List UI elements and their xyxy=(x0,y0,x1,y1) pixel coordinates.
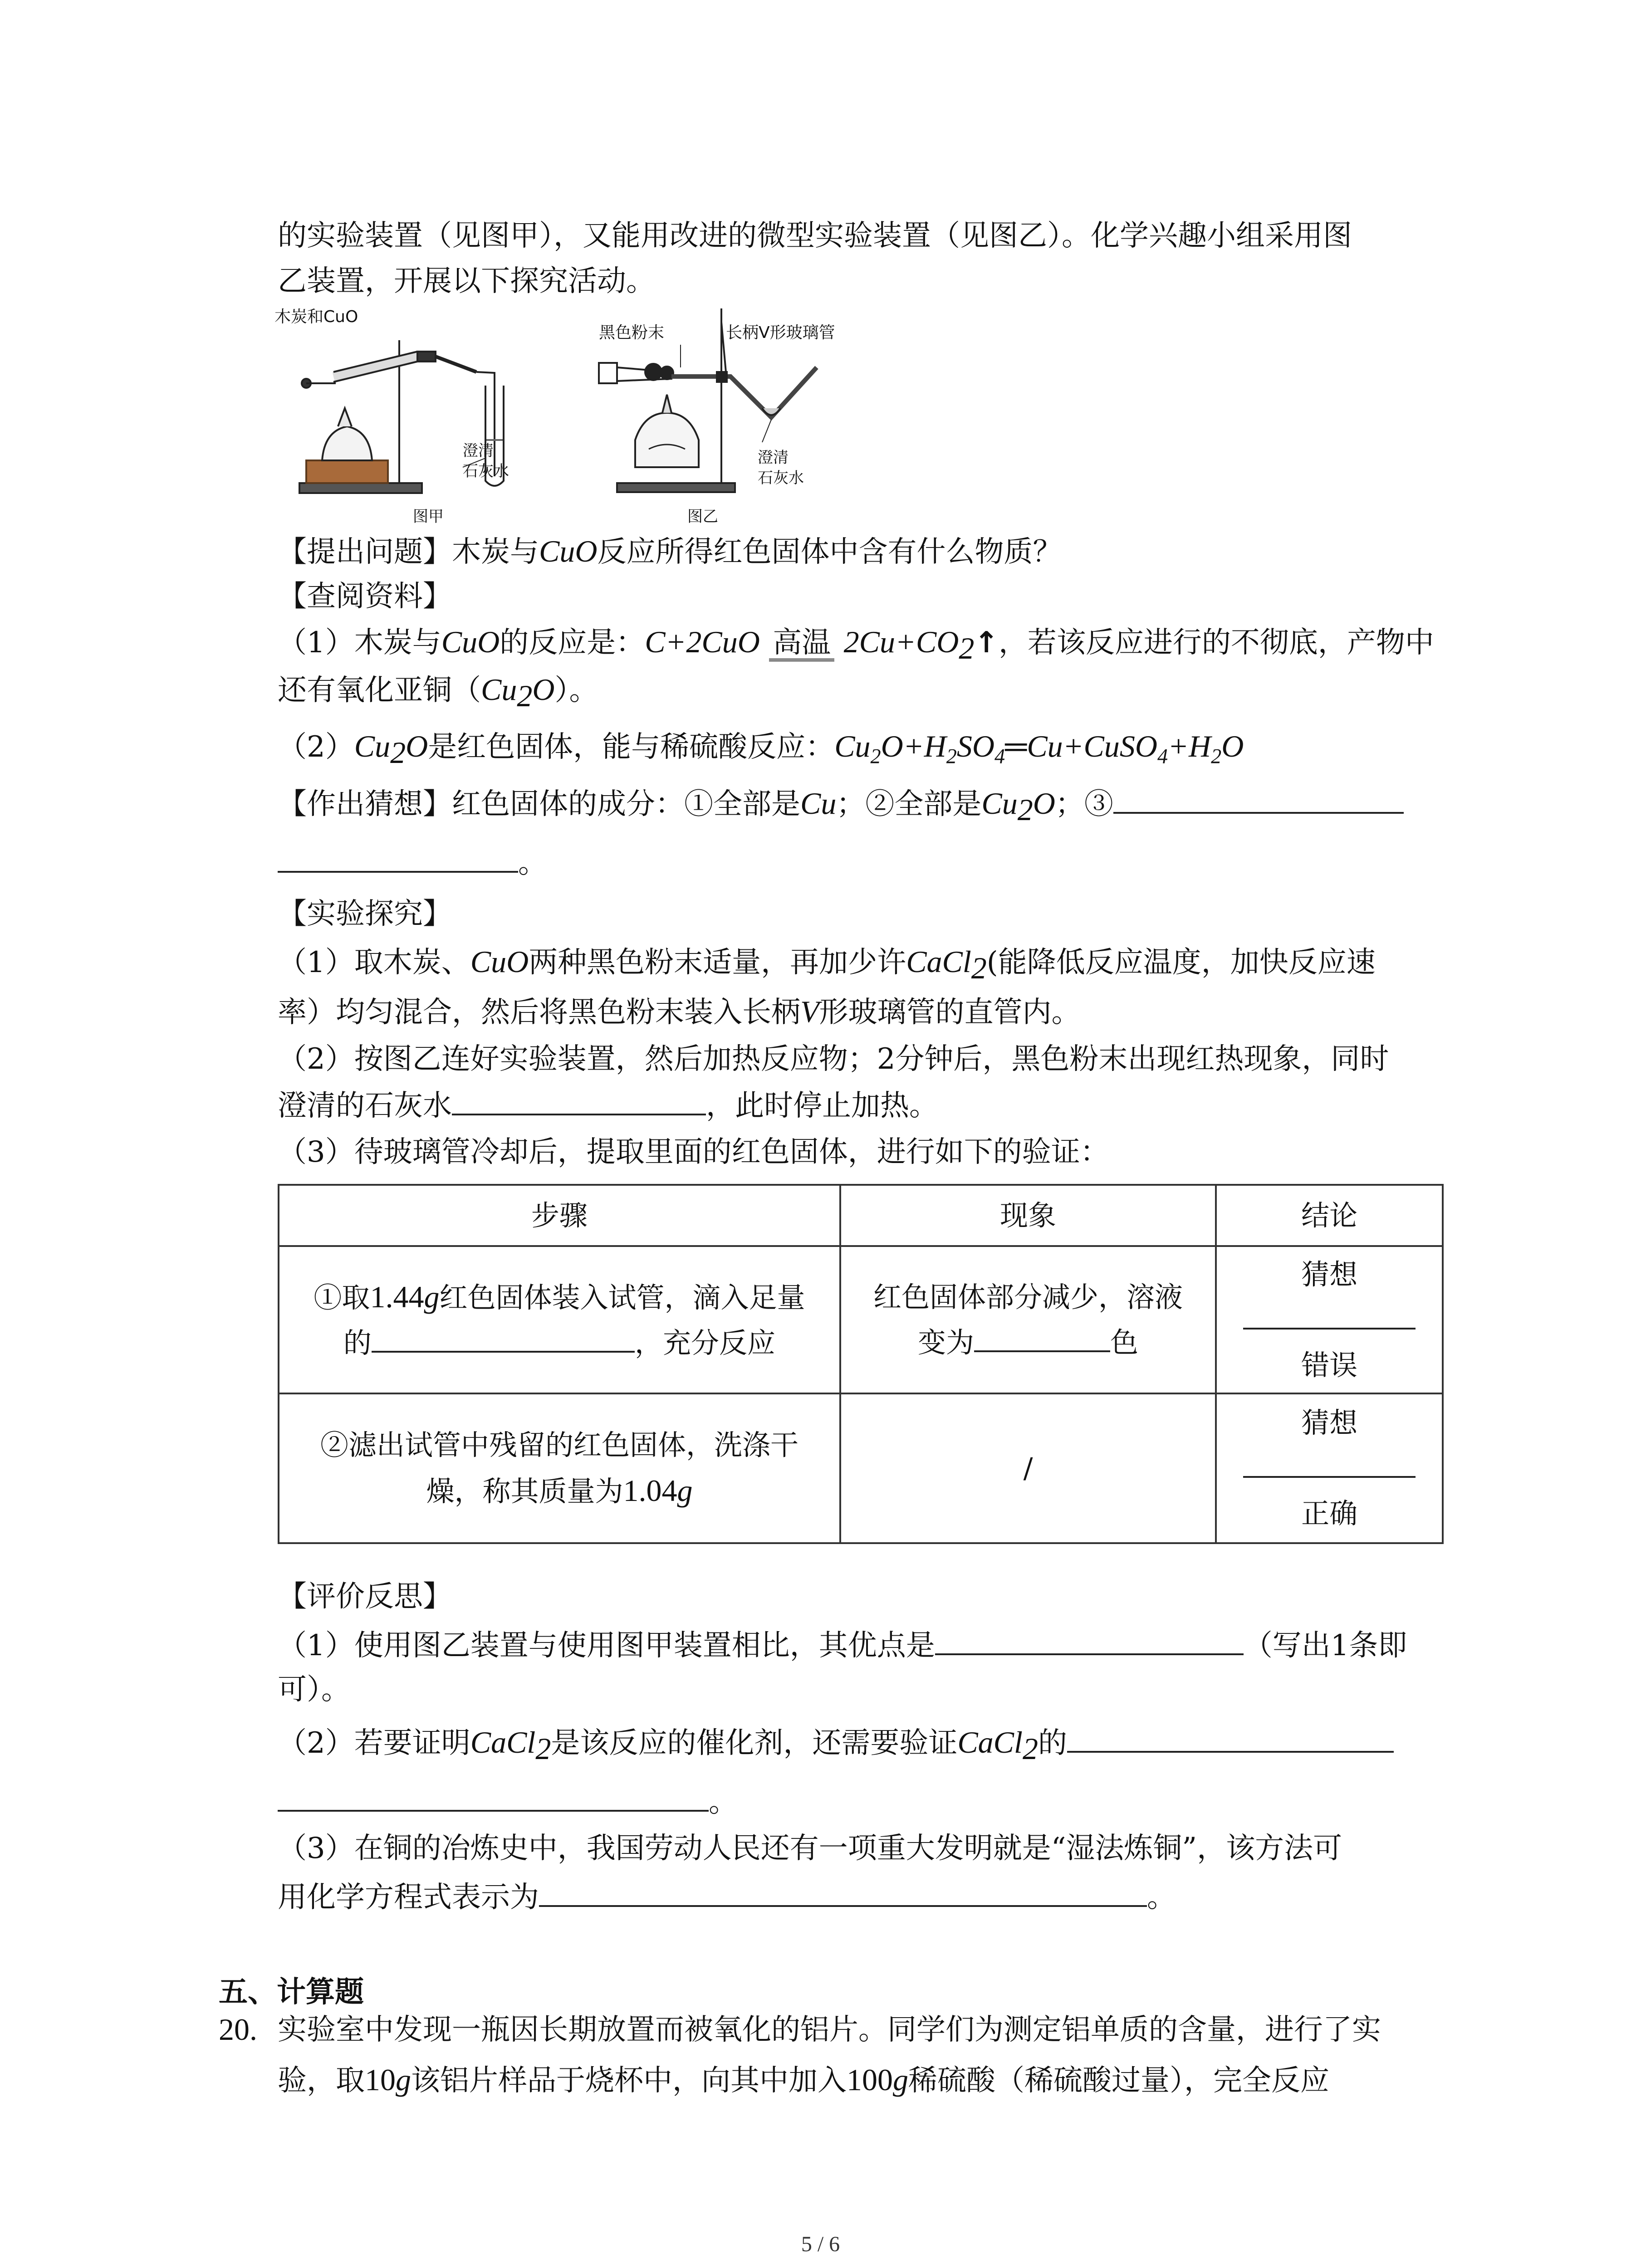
yi-label-tube: 长柄V形玻璃管 xyxy=(726,323,835,342)
ref1-prefix: （1）木炭与 xyxy=(278,626,441,660)
evaluation-item-2: （2）若要证明CaCl$_2$是该反应的催化剂，还需要验证CaCl$_2$的 xyxy=(278,1719,1394,1766)
table-header-observation: 现象 xyxy=(840,1185,1216,1246)
table-header-step: 步骤 xyxy=(279,1185,840,1246)
table-header-conclusion: 结论 xyxy=(1216,1185,1443,1246)
question-tag: 【提出问题】 xyxy=(278,535,452,569)
r2-step-a: ②滤出试管中残留的红色固体，洗涤干 xyxy=(320,1428,798,1461)
r1-step-b: 红色固体装入试管，滴入足量 xyxy=(439,1281,805,1314)
evaluation-item-3-line2 xyxy=(278,1873,1176,1920)
r1-obs-a: 红色固体部分减少，溶液 xyxy=(873,1280,1183,1314)
ref1-l2-suffix: ）。 xyxy=(554,674,598,707)
exp1-l2-b: 形玻璃管的直管内。 xyxy=(819,996,1081,1029)
yi-label-limewater-2: 石灰水 xyxy=(758,469,804,487)
r1-step-d: ，充分反应 xyxy=(634,1326,775,1359)
reference-item-2: $(2)Cu_2O$是红色固体，能与稀硫酸反应：$Cu_2O+H_2SO_4═Cu+CuSO_4+H_2O$ xyxy=(278,729,1244,770)
row1-step xyxy=(279,1246,840,1393)
question-line xyxy=(278,528,1062,575)
question-20-number: 20. xyxy=(219,2012,257,2047)
hypothesis-tag: 【作出猜想】 xyxy=(278,787,452,821)
hypothesis-end: 。 xyxy=(518,846,547,880)
q20-mass2: 100 xyxy=(847,2063,893,2097)
jia-caption: 图甲 xyxy=(413,508,444,526)
r1-step-g: g xyxy=(424,1279,440,1314)
experiment-step-1-line2 xyxy=(278,989,1081,1035)
evaluation-item-1 xyxy=(278,1622,1407,1668)
jia-label-reactants: 木炭和CuO xyxy=(274,308,358,326)
evaluation-item-2-line2 xyxy=(278,1778,738,1825)
r2-step-b: 燥，称其质量为 xyxy=(426,1475,623,1508)
experiment-tag: 【实验探究】 xyxy=(278,897,452,931)
evaluation-item-1-line2: 可）。 xyxy=(278,1673,350,1706)
row1-conclusion xyxy=(1216,1246,1443,1393)
r1-step-a: ①取 xyxy=(314,1281,370,1314)
eq1-condition: 高温 xyxy=(769,627,834,661)
r1-concl-bottom: 错误 xyxy=(1301,1348,1358,1382)
eval1-a: （1）使用图乙装置与使用图甲装置相比，其优点是 xyxy=(278,1629,935,1662)
reference-tag: 【查阅资料】 xyxy=(278,580,452,613)
experiment-step-2: （2）按图乙连好实验装置，然后加热反应物；2分钟后，黑色粉末出现红热现象，同时 xyxy=(278,1042,1389,1076)
exp1-c: (能降低反应温度，加快反应速 xyxy=(986,946,1376,979)
experiment-step-2-line2 xyxy=(278,1082,938,1129)
eval3-end: 。 xyxy=(1147,1881,1176,1914)
eval1-b: （写出1条即 xyxy=(1243,1629,1407,1662)
q20-a: 验，取 xyxy=(278,2064,365,2097)
yi-label-powder: 黑色粉末 xyxy=(599,323,665,342)
yi-caption: 图乙 xyxy=(687,508,718,526)
exp1-l2-a: 率）均匀混合，然后将黑色粉末装入长柄 xyxy=(278,996,800,1029)
catalyst-blank-1[interactable] xyxy=(1067,1719,1394,1753)
table-row xyxy=(279,1246,1443,1393)
q20-b: 该铝片样品于烧杯中，向其中加入 xyxy=(411,2064,847,2097)
ref1-l2-formula: Cu xyxy=(481,672,517,707)
yi-label-limewater-1: 澄清 xyxy=(758,449,789,467)
intro-line-2: 乙装置，开展以下探究活动。 xyxy=(278,264,655,298)
question-text-a: 木炭与 xyxy=(452,535,539,569)
page-number: 5 / 6 xyxy=(801,2232,840,2256)
equation-blank[interactable] xyxy=(539,1873,1147,1907)
r2-concl-bottom: 正确 xyxy=(1301,1497,1358,1530)
conclusion-blank-2[interactable] xyxy=(1243,1458,1416,1478)
apparatus-figure xyxy=(272,304,953,540)
ref2-formula: Cu xyxy=(354,729,391,763)
eq1-left: C+2CuO xyxy=(645,625,760,659)
evaluation-tag: 【评价反思】 xyxy=(278,1580,452,1613)
evaluation-item-3: （3）在铜的冶炼史中，我国劳动人民还有一项重大发明就是“湿法炼铜”，该方法可 xyxy=(278,1832,1342,1865)
hypothesis-line: 【作出猜想】红色固体的成分：①全部是Cu；②全部是$Cu_2O$；③ xyxy=(278,780,1404,827)
exp1-a: （1）取木炭、 xyxy=(278,946,470,979)
hypothesis-text: 红色固体的成分：①全部是 xyxy=(452,787,800,821)
row2-observation: / xyxy=(840,1393,1216,1543)
ref2-mid: 是红色固体，能与稀硫酸反应： xyxy=(428,730,835,764)
figure-jia xyxy=(274,308,509,526)
row1-observation xyxy=(840,1246,1216,1393)
q20-g1: g xyxy=(396,2063,411,2097)
hypothesis-cu2o: Cu xyxy=(981,786,1018,821)
r2-concl-top: 猜想 xyxy=(1301,1406,1358,1439)
ref1-cuo: CuO xyxy=(441,625,500,659)
r1-concl-top: 猜想 xyxy=(1301,1257,1358,1291)
eval2-cacl2: CaCl xyxy=(957,1725,1023,1760)
eval3-l2-a: 用化学方程式表示为 xyxy=(278,1881,539,1914)
eval2-c: 的 xyxy=(1038,1726,1067,1760)
ref2-prefix: （2） xyxy=(278,730,354,764)
experiment-step-3: （3）待玻璃管冷却后，提取里面的红色固体，进行如下的验证： xyxy=(278,1135,1109,1169)
ref1-l2-prefix: 还有氧化亚铜（ xyxy=(278,674,481,707)
q20-c: 稀硫酸（稀硫酸过量），完全反应 xyxy=(908,2064,1329,2097)
r2-step-mass: 1.04 xyxy=(623,1473,677,1508)
ref1-mid: 的反应是： xyxy=(500,626,645,660)
intro-line-1: 的实验装置（见图甲），又能用改进的微型实验装置（见图乙）。化学兴趣小组采用图 xyxy=(278,219,1352,253)
r1-obs-b: 变为 xyxy=(918,1325,975,1359)
q20-g2: g xyxy=(893,2063,908,2097)
question-formula-cuo: CuO xyxy=(539,534,598,568)
reagent-blank[interactable] xyxy=(372,1328,635,1353)
hypothesis-line-2 xyxy=(278,839,547,886)
eval2-end: 。 xyxy=(709,1785,738,1819)
eval2-cacl: CaCl xyxy=(470,1725,536,1760)
eval2-b: 是该反应的催化剂，还需要验证 xyxy=(551,1726,958,1760)
reference-item-1: （1）木炭与CuO的反应是：C+2CuO 高温 $2Cu+CO_2↑$，若该反应进行的不彻底，产物中 xyxy=(278,625,1434,665)
verification-table xyxy=(278,1184,1444,1544)
hypothesis-text3: ；③ xyxy=(1055,787,1113,821)
row2-step xyxy=(279,1393,840,1543)
question-text-b: 反应所得红色固体中含有什么物质？ xyxy=(597,535,1062,569)
eval2-a: （2）若要证明 xyxy=(278,1726,470,1760)
jia-label-limewater-1: 澄清 xyxy=(463,442,494,460)
hypothesis-text2: ；②全部是 xyxy=(836,787,982,821)
question-20-line-2 xyxy=(278,2057,1329,2103)
ref2-equation: $Cu_2O+H_2SO_4═Cu+CuSO_4+H_2O$ xyxy=(834,729,1244,768)
exp2-l2-a: 澄清的石灰水 xyxy=(278,1089,452,1123)
table-header-row xyxy=(279,1185,1443,1246)
figure-yi xyxy=(599,308,835,526)
exp2-l2-b: ，此时停止加热。 xyxy=(706,1089,938,1123)
hypothesis-cu: Cu xyxy=(800,786,837,821)
exp1-b: 两种黑色粉末适量，再加少许 xyxy=(529,946,906,979)
r2-step-g: g xyxy=(677,1473,693,1508)
row2-conclusion xyxy=(1216,1393,1443,1543)
r1-obs-c: 色 xyxy=(1110,1325,1139,1359)
limewater-observation-blank[interactable] xyxy=(452,1082,706,1115)
color-blank[interactable] xyxy=(974,1328,1110,1352)
question-20-line-1: 实验室中发现一瓶因长期放置而被氧化的铝片。同学们为测定铝单质的含量，进行了实 xyxy=(278,2013,1381,2047)
exp1-v: V xyxy=(800,994,819,1029)
r1-step-mass: 1.44 xyxy=(370,1279,424,1314)
jia-label-limewater-2: 石灰水 xyxy=(463,462,509,480)
r1-step-c: 的 xyxy=(343,1326,372,1359)
exp1-cacl: CaCl xyxy=(906,944,971,979)
catalyst-blank-2[interactable] xyxy=(278,1778,709,1812)
experiment-step-1: （1）取木炭、CuO两种黑色粉末适量，再加少许CaCl$_2$(能降低反应温度，加快反应速 xyxy=(278,944,1376,985)
hypothesis-blank-2[interactable] xyxy=(278,839,518,873)
eq1-tail: ，若该反应进行的不彻底，产物中 xyxy=(998,626,1434,660)
section-5-heading: 五、计算题 xyxy=(219,1975,364,2009)
advantage-blank[interactable] xyxy=(935,1622,1244,1655)
reference-item-1-line2: 还有氧化亚铜$(Cu_2O)$。 xyxy=(278,672,598,713)
conclusion-blank-1[interactable] xyxy=(1243,1310,1416,1330)
exp1-cuo: CuO xyxy=(470,944,529,979)
hypothesis-blank-1[interactable] xyxy=(1113,780,1404,814)
q20-mass1: 10 xyxy=(365,2063,396,2097)
table-row xyxy=(279,1393,1443,1543)
eq1-right: 2Cu+CO xyxy=(843,625,959,659)
